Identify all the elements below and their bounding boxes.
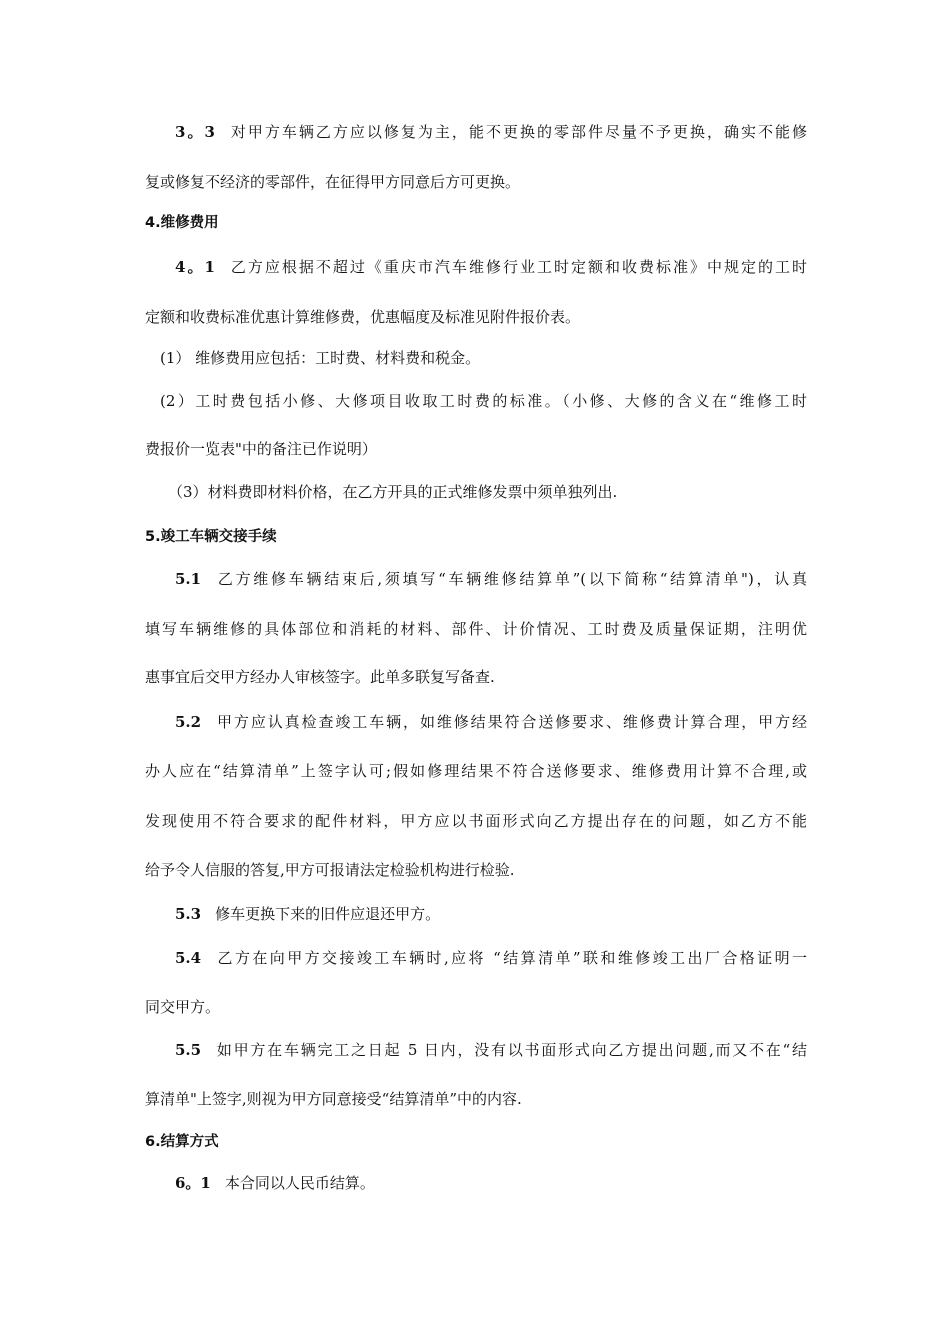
- para-5-1-line-3: 惠事宜后交甲方经办人审核签字。此单多联复写备查.: [145, 668, 495, 686]
- para-5-5-line-2: 算清单"上签字,则视为甲方同意接受“结算清单”中的内容.: [145, 1090, 522, 1108]
- para-5-4-line-1: 5.4 乙方在向甲方交接竣工车辆时,应将 “结算清单”联和维修竣工出厂合格证明一: [175, 949, 807, 967]
- section-heading-6: 6.结算方式: [145, 1134, 219, 1150]
- para-4-1-line-2: 定额和收费标准优惠计算维修费，优惠幅度及标准见附件报价表。: [145, 308, 581, 326]
- clause-number: 5.2: [175, 713, 202, 731]
- clause-number: 5.3: [175, 905, 202, 923]
- item-2-line-1: (2）工时费包括小修、大修项目收取工时费的标准。（小修、大修的含义在“维修工时: [160, 392, 807, 410]
- para-3-3-line-1: 3。3 对甲方车辆乙方应以修复为主，能不更换的零部件尽量不予更换，确实不能修: [175, 123, 807, 141]
- clause-number: 5.4: [175, 949, 202, 967]
- clause-number: 5.5: [175, 1041, 202, 1059]
- para-5-1-line-2: 填写车辆维修的具体部位和消耗的材料、部件、计价情况、工时费及质量保证期，注明优: [145, 620, 807, 638]
- para-5-2-line-2: 办人应在“结算清单”上签字认可;假如修理结果不符合送修要求、维修费用计算不合理,或: [145, 762, 807, 780]
- para-5-4-line-2: 同交甲方。: [145, 998, 221, 1016]
- clause-number: 6。1: [175, 1174, 211, 1192]
- section-heading-4: 4.维修费用: [145, 215, 219, 231]
- item-2-line-2: 费报价一览表"中的备注已作说明）: [145, 440, 377, 458]
- section-heading-5: 5.竣工车辆交接手续: [145, 529, 277, 545]
- para-5-2-line-1: 5.2 甲方应认真检查竣工车辆，如维修结果符合送修要求、维修费计算合理，甲方经: [175, 713, 807, 731]
- para-5-2-line-3: 发现使用不符合要求的配件材料，甲方应以书面形式向乙方提出存在的问题，如乙方不能: [145, 812, 807, 830]
- para-4-1-line-1: 4。1 乙方应根据不超过《重庆市汽车维修行业工时定额和收费标准》中规定的工时: [175, 258, 807, 276]
- clause-number: 3。3: [175, 123, 215, 141]
- para-3-3-line-2: 复或修复不经济的零部件，在征得甲方同意后方可更换。: [145, 173, 521, 191]
- para-5-3-line-1: 5.3 修车更换下来的旧件应退还甲方。: [175, 905, 441, 923]
- para-5-2-line-4: 给予令人信服的答复,甲方可报请法定检验机构进行检验.: [145, 861, 515, 879]
- item-3-line-1: （3）材料费即材料价格，在乙方开具的正式维修发票中须单独列出.: [168, 483, 618, 501]
- clause-number: 5.1: [175, 570, 202, 588]
- para-6-1-line-1: 6。1 本合同以人民币结算。: [175, 1174, 375, 1192]
- para-5-5-line-1: 5.5 如甲方在车辆完工之日起 5 日内，没有以书面形式向乙方提出问题,而又不在“结: [175, 1041, 807, 1059]
- para-5-1-line-1: 5.1 乙方维修车辆结束后,须填写“车辆维修结算单”(以下简称“结算清单")，认真: [175, 570, 807, 588]
- clause-number: 4。1: [175, 258, 215, 276]
- item-1-line-1: (1） 维修费用应包括：工时费、材料费和税金。: [160, 349, 481, 367]
